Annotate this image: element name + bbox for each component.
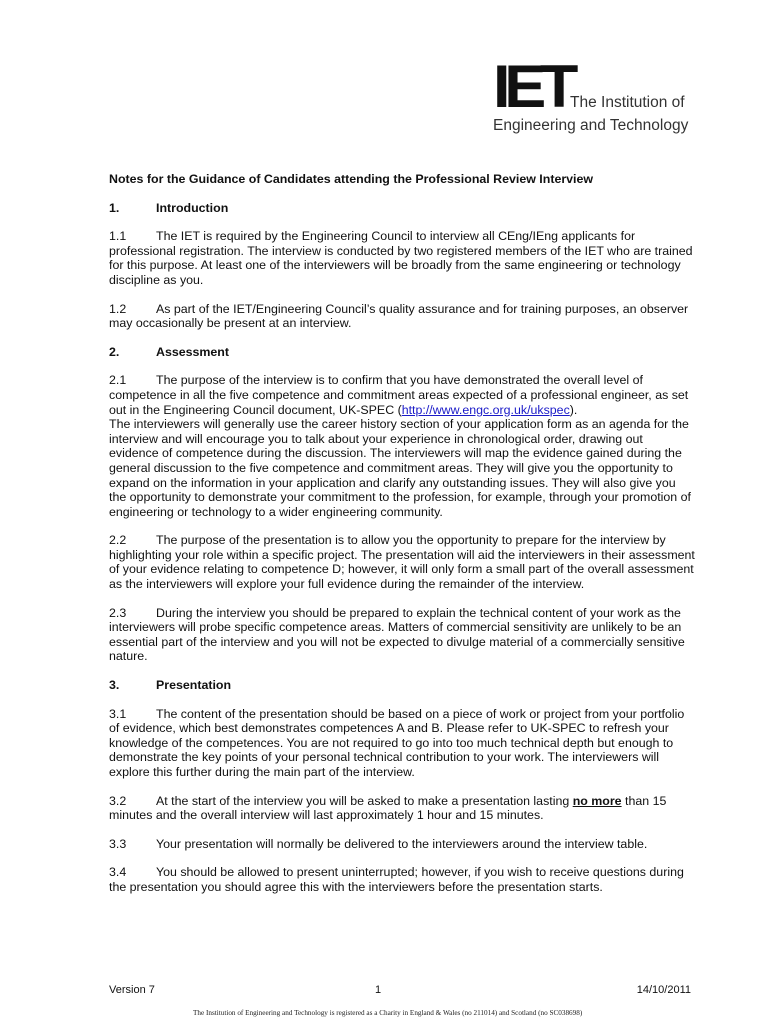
paragraph-text: At the start of the interview you will be asked to make a presentation lasting — [156, 793, 573, 808]
section-heading-assessment — [109, 345, 695, 360]
paragraph-text: The purpose of the interview is to confirm that you have demonstrated the overall level of competence in all the five competence and commitment areas expected of a professional engineer, as set out in the Engineering Council document, UK-SPEC ( — [109, 373, 689, 417]
paragraph-3-1 — [109, 707, 695, 780]
charity-notice: The Institution of Engineering and Technology is registered as a Charity in England & Wales (no 211014) and Scotland (no SC038698) — [193, 1009, 583, 1017]
paragraph-3-3 — [109, 837, 695, 852]
document-title: Notes for the Guidance of Candidates attending the Professional Review Interview — [109, 172, 594, 186]
section-title: Assessment — [156, 344, 230, 359]
section-number: 1. — [109, 200, 120, 215]
paragraph-text: The IET is required by the Engineering Council to interview all CEng/IEng applicants for professional registration. The interview is conducted by two registered members of the IET who are trained for this purpose. At least one of the interviewers will be broadly from the same engineering or technology discipline as you. — [109, 229, 693, 287]
paragraph-1-2 — [109, 302, 695, 331]
paragraph-number: 3.3 — [109, 836, 127, 851]
paragraph-number: 3.4 — [109, 865, 127, 880]
logo-text-line1: The Institution of — [570, 94, 685, 111]
paragraph-2-1 — [109, 373, 695, 519]
logo-text-line2: Engineering and Technology — [493, 117, 689, 134]
paragraph-number: 3.1 — [109, 706, 127, 721]
paragraph-text: than 15 minutes and the overall interview will last approximately 1 hour and 15 minutes. — [109, 793, 667, 823]
iet-logo — [493, 53, 693, 138]
paragraph-number: 2.1 — [109, 373, 127, 388]
section-number: 2. — [109, 344, 120, 359]
footer-version: Version 7 — [109, 984, 155, 996]
paragraph-3-4 — [109, 865, 695, 894]
paragraph-number: 2.3 — [109, 605, 127, 620]
paragraph-text: The interviewers will generally use the career history section of your application form as an agenda for the interview and will encourage you to talk about your experience in chronological order, drawing out evidence of competence during the discussion. The interviewers will map the evidence gained during the general discussion to the five competence and commitment areas. They will give you the opportunity to expand on the information in your application and clarify any outstanding issues. They will also give you the opportunity to demonstrate your commitment to the profession, for example, through your promotion of engineering or technology to a wider engineering community. — [109, 417, 691, 519]
iet-logo-mark: IET — [493, 53, 573, 120]
footer-page-number: 1 — [375, 984, 382, 996]
paragraph-text: The content of the presentation should be based on a piece of work or project from your portfolio of evidence, which best demonstrates competences A and B. Please refer to UK-SPEC to refresh your knowledge of the competences. You are not required to go into too much technical depth but enough to demonstrate the key points of your personal technical contribution to your work. The interviewers will explore this further during the main part of the interview. — [109, 706, 685, 779]
section-title: Introduction — [156, 200, 229, 215]
ukspec-link[interactable]: http://www.engc.org.uk/ukspec — [401, 402, 570, 417]
paragraph-number: 3.2 — [109, 793, 127, 808]
paragraph-1-1 — [109, 229, 695, 287]
paragraph-2-3 — [109, 606, 695, 664]
paragraph-3-2 — [109, 794, 695, 823]
paragraph-number: 1.2 — [109, 301, 127, 316]
section-title: Presentation — [156, 678, 232, 693]
paragraph-text: As part of the IET/Engineering Council’s quality assurance and for training purposes, an observer may occasionally be present at an interview. — [109, 301, 689, 331]
paragraph-text: During the interview you should be prepared to explain the technical content of your work as the interviewers will probe specific competence areas. Matters of commercial sensitivity are unlikely to be an essential part of the interview and you will not be expected to divulge material of a commercially sensitive nature. — [109, 605, 685, 664]
section-number: 3. — [109, 678, 120, 693]
paragraph-text: The purpose of the presentation is to allow you the opportunity to prepare for the interview by highlighting your role within a specific project. The presentation will aid the interviewers in their assessment of your evidence relating to competence D; however, it will only form a small part of the overall assessment as the interviewers will explore your full evidence during the remainder of the interview. — [109, 533, 695, 592]
document-body — [109, 172, 695, 909]
paragraph-2-2 — [109, 533, 695, 591]
paragraph-text: Your presentation will normally be delivered to the interviewers around the interview table. — [156, 836, 648, 851]
emphasis-no-more: no more — [572, 793, 622, 808]
section-heading-presentation — [109, 678, 695, 693]
paragraph-number: 1.1 — [109, 229, 127, 244]
footer-date: 14/10/2011 — [636, 984, 691, 996]
paragraph-text: You should be allowed to present uninterrupted; however, if you wish to receive questions during the presentation you should agree this with the interviewers before the presentation starts. — [109, 865, 684, 894]
paragraph-number: 2.2 — [109, 533, 127, 548]
paragraph-text: ). — [569, 402, 578, 417]
section-heading-introduction — [109, 201, 695, 216]
